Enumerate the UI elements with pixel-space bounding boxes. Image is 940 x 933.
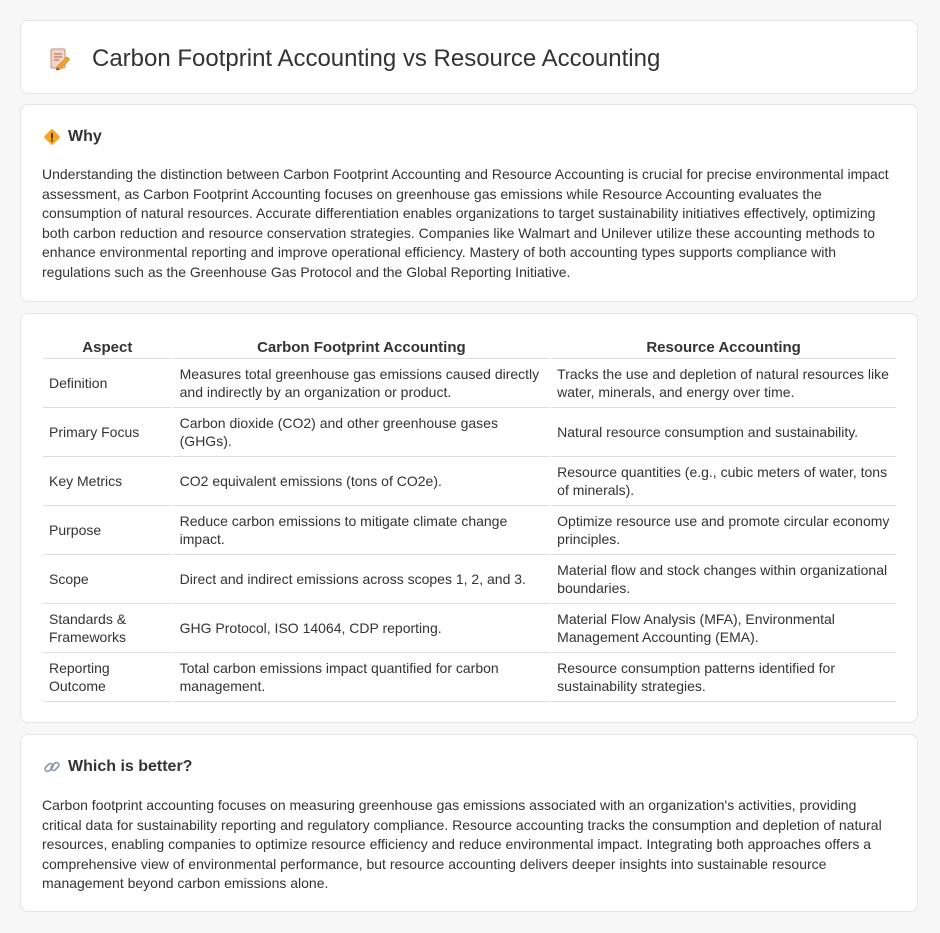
table-row	[43, 653, 896, 702]
table-row	[43, 506, 896, 555]
better-text: Carbon footprint accounting focuses on measuring greenhouse gas emissions associated with an organization's activities, providing critical data for sustainability reporting and regulatory compliance. Resource accounting tracks the consumption and depletion of natural resources, enabling companies to optimize resource efficiency and reduce environmental impact. Integrating both approaches offers a comprehensive view of environmental performance, but resource accounting delivers deeper insights into sustainable resource management beyond carbon emissions alone.	[42, 797, 882, 892]
cell-carbon: Measures total greenhouse gas emissions caused directly and indirectly by an organization or product.	[174, 359, 550, 408]
cell-aspect: Standards & Frameworks	[43, 604, 172, 653]
cell-resource: Material flow and stock changes within organizational boundaries.	[551, 555, 896, 604]
cell-resource: Tracks the use and depletion of natural resources like water, minerals, and energy over time.	[551, 359, 896, 408]
better-header	[43, 757, 192, 777]
cell-aspect: Scope	[43, 555, 172, 604]
comparison-section	[20, 313, 918, 723]
table-row	[43, 555, 896, 604]
why-text: Understanding the distinction between Carbon Footprint Accounting and Resource Accounting is crucial for precise environmental impact assessment, as Carbon Footprint Accounting focuses on greenhouse gas emissions while Resource Accounting evaluates the consumption of natural resources. Accurate differentiation enables organizations to target sustainability initiatives effectively, optimizing both carbon reduction and resource conservation strategies. Companies like Walmart and Unilever utilize these accounting methods to enhance environmental reporting and improve operational efficiency. Mastery of both accounting types supports compliance with regulations such as the Greenhouse Gas Protocol and the Global Reporting Initiative.	[42, 166, 889, 280]
cell-aspect: Purpose	[43, 506, 172, 555]
comparison-table	[41, 334, 898, 702]
table-row	[43, 604, 896, 653]
cell-aspect: Reporting Outcome	[43, 653, 172, 702]
why-heading: Why	[68, 128, 102, 145]
cell-resource: Material Flow Analysis (MFA), Environmental Management Accounting (EMA).	[551, 604, 896, 653]
cell-resource: Optimize resource use and promote circular economy principles.	[551, 506, 896, 555]
page-title: Carbon Footprint Accounting vs Resource Accounting	[92, 45, 661, 72]
which-is-better-section	[20, 734, 918, 912]
cell-carbon: Direct and indirect emissions across scopes 1, 2, and 3.	[174, 555, 550, 604]
cell-carbon: Reduce carbon emissions to mitigate climate change impact.	[174, 506, 550, 555]
header-aspect: Aspect	[43, 334, 172, 359]
better-heading: Which is better?	[68, 758, 193, 775]
header-carbon: Carbon Footprint Accounting	[174, 334, 550, 359]
cell-carbon: CO2 equivalent emissions (tons of CO2e).	[174, 457, 550, 506]
cell-resource: Resource quantities (e.g., cubic meters of water, tons of minerals).	[551, 457, 896, 506]
cell-aspect: Primary Focus	[43, 408, 172, 457]
table-row	[43, 359, 896, 408]
cell-resource: Natural resource consumption and sustainability.	[551, 408, 896, 457]
table-header-row	[43, 334, 896, 359]
table-row	[43, 457, 896, 506]
cell-carbon: GHG Protocol, ISO 14064, CDP reporting.	[174, 604, 550, 653]
cell-aspect: Definition	[43, 359, 172, 408]
cell-carbon: Total carbon emissions impact quantified for carbon management.	[174, 653, 550, 702]
link-icon	[43, 758, 61, 776]
why-header	[43, 127, 102, 147]
table-row	[43, 408, 896, 457]
why-section	[20, 104, 918, 302]
title-card	[20, 20, 918, 94]
cell-aspect: Key Metrics	[43, 457, 172, 506]
header-resource: Resource Accounting	[551, 334, 896, 359]
document-pencil-icon	[47, 47, 71, 71]
cell-carbon: Carbon dioxide (CO2) and other greenhouse gases (GHGs).	[174, 408, 550, 457]
cell-resource: Resource consumption patterns identified for sustainability strategies.	[551, 653, 896, 702]
diamond-warning-icon	[43, 128, 61, 146]
